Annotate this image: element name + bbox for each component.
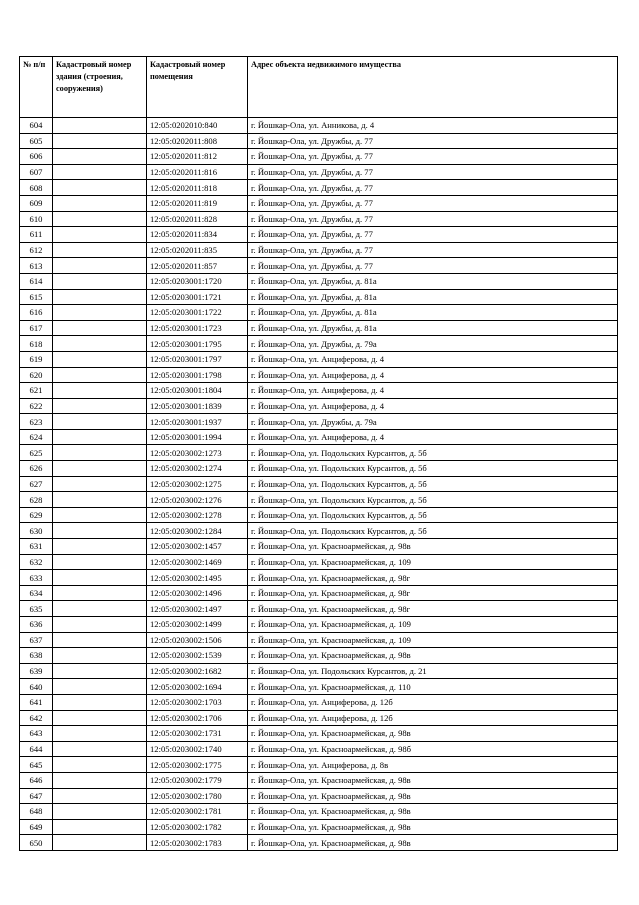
header-room-cadastral: Кадастровый номер помещения bbox=[147, 57, 248, 118]
cell-address: г. Йошкар-Ола, ул. Дружбы, д. 81а bbox=[248, 273, 618, 289]
cell-address: г. Йошкар-Ола, ул. Анциферова, д. 4 bbox=[248, 398, 618, 414]
table-row bbox=[20, 663, 618, 679]
cell-building-cadastral bbox=[53, 819, 147, 835]
cell-num: 639 bbox=[20, 663, 53, 679]
table-row bbox=[20, 648, 618, 664]
table-row bbox=[20, 367, 618, 383]
table-row bbox=[20, 835, 618, 851]
cell-num: 638 bbox=[20, 648, 53, 664]
cell-num: 616 bbox=[20, 305, 53, 321]
cell-building-cadastral bbox=[53, 429, 147, 445]
cell-num: 627 bbox=[20, 476, 53, 492]
cell-num: 633 bbox=[20, 570, 53, 586]
cell-building-cadastral bbox=[53, 164, 147, 180]
cell-address: г. Йошкар-Ола, ул. Подольских Курсантов, д. 5б bbox=[248, 445, 618, 461]
cell-building-cadastral bbox=[53, 648, 147, 664]
cell-address: г. Йошкар-Ола, ул. Красноармейская, д. 98г bbox=[248, 585, 618, 601]
cell-building-cadastral bbox=[53, 180, 147, 196]
cell-num: 641 bbox=[20, 694, 53, 710]
table-row bbox=[20, 679, 618, 695]
cell-num: 632 bbox=[20, 554, 53, 570]
cell-num: 608 bbox=[20, 180, 53, 196]
cell-num: 630 bbox=[20, 523, 53, 539]
cell-num: 611 bbox=[20, 227, 53, 243]
cell-building-cadastral bbox=[53, 258, 147, 274]
cell-num: 607 bbox=[20, 164, 53, 180]
cell-room-cadastral: 12:05:0203002:1495 bbox=[147, 570, 248, 586]
cell-building-cadastral bbox=[53, 726, 147, 742]
table-row bbox=[20, 726, 618, 742]
cell-room-cadastral: 12:05:0203002:1276 bbox=[147, 492, 248, 508]
cell-building-cadastral bbox=[53, 804, 147, 820]
table-header-row bbox=[20, 57, 618, 118]
cell-room-cadastral: 12:05:0202011:818 bbox=[147, 180, 248, 196]
cell-room-cadastral: 12:05:0203002:1506 bbox=[147, 632, 248, 648]
cell-building-cadastral bbox=[53, 539, 147, 555]
cell-room-cadastral: 12:05:0202011:808 bbox=[147, 133, 248, 149]
cell-building-cadastral bbox=[53, 601, 147, 617]
table-row bbox=[20, 320, 618, 336]
table-row bbox=[20, 180, 618, 196]
table-row bbox=[20, 242, 618, 258]
cell-building-cadastral bbox=[53, 336, 147, 352]
cell-building-cadastral bbox=[53, 679, 147, 695]
cell-building-cadastral bbox=[53, 118, 147, 134]
cell-num: 624 bbox=[20, 429, 53, 445]
cell-building-cadastral bbox=[53, 507, 147, 523]
cell-building-cadastral bbox=[53, 694, 147, 710]
table-row bbox=[20, 133, 618, 149]
table-row bbox=[20, 585, 618, 601]
cell-building-cadastral bbox=[53, 320, 147, 336]
cell-room-cadastral: 12:05:0203002:1731 bbox=[147, 726, 248, 742]
header-building-cadastral: Кадастровый номер здания (строения, сооружения) bbox=[53, 57, 147, 118]
table-row bbox=[20, 414, 618, 430]
header-address: Адрес объекта недвижимого имущества bbox=[248, 57, 618, 118]
cell-room-cadastral: 12:05:0203001:1723 bbox=[147, 320, 248, 336]
table-row bbox=[20, 383, 618, 399]
cell-num: 629 bbox=[20, 507, 53, 523]
cell-building-cadastral bbox=[53, 195, 147, 211]
cell-address: г. Йошкар-Ола, ул. Анциферова, д. 8в bbox=[248, 757, 618, 773]
cell-num: 643 bbox=[20, 726, 53, 742]
cell-room-cadastral: 12:05:0202011:857 bbox=[147, 258, 248, 274]
cell-room-cadastral: 12:05:0203002:1274 bbox=[147, 461, 248, 477]
cell-num: 618 bbox=[20, 336, 53, 352]
cell-num: 623 bbox=[20, 414, 53, 430]
table-row bbox=[20, 211, 618, 227]
cell-address: г. Йошкар-Ола, ул. Дружбы, д. 79а bbox=[248, 336, 618, 352]
cell-address: г. Йошкар-Ола, ул. Красноармейская, д. 98в bbox=[248, 819, 618, 835]
table-row bbox=[20, 772, 618, 788]
cell-building-cadastral bbox=[53, 757, 147, 773]
table-row bbox=[20, 289, 618, 305]
cell-address: г. Йошкар-Ола, ул. Дружбы, д. 77 bbox=[248, 195, 618, 211]
cell-address: г. Йошкар-Ола, ул. Подольских Курсантов, д. 5б bbox=[248, 492, 618, 508]
cell-address: г. Йошкар-Ола, ул. Красноармейская, д. 98в bbox=[248, 804, 618, 820]
cell-building-cadastral bbox=[53, 398, 147, 414]
cell-room-cadastral: 12:05:0203001:1937 bbox=[147, 414, 248, 430]
cell-room-cadastral: 12:05:0203002:1783 bbox=[147, 835, 248, 851]
cell-address: г. Йошкар-Ола, ул. Дружбы, д. 81а bbox=[248, 305, 618, 321]
cell-num: 634 bbox=[20, 585, 53, 601]
cell-building-cadastral bbox=[53, 741, 147, 757]
cell-room-cadastral: 12:05:0203002:1740 bbox=[147, 741, 248, 757]
cell-room-cadastral: 12:05:0203002:1278 bbox=[147, 507, 248, 523]
cell-building-cadastral bbox=[53, 492, 147, 508]
cell-address: г. Йошкар-Ола, ул. Дружбы, д. 79а bbox=[248, 414, 618, 430]
cell-building-cadastral bbox=[53, 617, 147, 633]
cell-building-cadastral bbox=[53, 289, 147, 305]
cell-building-cadastral bbox=[53, 133, 147, 149]
cell-address: г. Йошкар-Ола, ул. Красноармейская, д. 109 bbox=[248, 632, 618, 648]
table-row bbox=[20, 445, 618, 461]
cell-room-cadastral: 12:05:0203002:1539 bbox=[147, 648, 248, 664]
cell-address: г. Йошкар-Ола, ул. Красноармейская, д. 98г bbox=[248, 570, 618, 586]
cell-num: 647 bbox=[20, 788, 53, 804]
cell-num: 620 bbox=[20, 367, 53, 383]
cell-num: 614 bbox=[20, 273, 53, 289]
cell-room-cadastral: 12:05:0203002:1782 bbox=[147, 819, 248, 835]
cell-room-cadastral: 12:05:0203001:1797 bbox=[147, 351, 248, 367]
cell-num: 650 bbox=[20, 835, 53, 851]
cell-room-cadastral: 12:05:0203002:1706 bbox=[147, 710, 248, 726]
cell-address: г. Йошкар-Ола, ул. Анциферова, д. 4 bbox=[248, 351, 618, 367]
cell-num: 617 bbox=[20, 320, 53, 336]
cell-room-cadastral: 12:05:0203002:1469 bbox=[147, 554, 248, 570]
cell-address: г. Йошкар-Ола, ул. Анциферова, д. 4 bbox=[248, 383, 618, 399]
table-row bbox=[20, 788, 618, 804]
cell-num: 637 bbox=[20, 632, 53, 648]
cell-num: 640 bbox=[20, 679, 53, 695]
cell-room-cadastral: 12:05:0203002:1496 bbox=[147, 585, 248, 601]
cell-address: г. Йошкар-Ола, ул. Анциферова, д. 12б bbox=[248, 694, 618, 710]
cell-room-cadastral: 12:05:0203002:1275 bbox=[147, 476, 248, 492]
cell-address: г. Йошкар-Ола, ул. Подольских Курсантов, д. 5б bbox=[248, 476, 618, 492]
cell-room-cadastral: 12:05:0203002:1703 bbox=[147, 694, 248, 710]
table-row bbox=[20, 227, 618, 243]
cell-room-cadastral: 12:05:0203002:1497 bbox=[147, 601, 248, 617]
table-row bbox=[20, 601, 618, 617]
table-row bbox=[20, 118, 618, 134]
cell-room-cadastral: 12:05:0203002:1779 bbox=[147, 772, 248, 788]
cell-building-cadastral bbox=[53, 351, 147, 367]
cell-num: 625 bbox=[20, 445, 53, 461]
cell-building-cadastral bbox=[53, 227, 147, 243]
cell-num: 649 bbox=[20, 819, 53, 835]
cell-room-cadastral: 12:05:0203001:1795 bbox=[147, 336, 248, 352]
table-row bbox=[20, 461, 618, 477]
cell-num: 644 bbox=[20, 741, 53, 757]
table-row bbox=[20, 804, 618, 820]
cell-room-cadastral: 12:05:0203002:1694 bbox=[147, 679, 248, 695]
cell-building-cadastral bbox=[53, 445, 147, 461]
cell-room-cadastral: 12:05:0203001:1721 bbox=[147, 289, 248, 305]
cell-num: 646 bbox=[20, 772, 53, 788]
cell-address: г. Йошкар-Ола, ул. Красноармейская, д. 110 bbox=[248, 679, 618, 695]
cell-num: 648 bbox=[20, 804, 53, 820]
cell-room-cadastral: 12:05:0203001:1720 bbox=[147, 273, 248, 289]
cell-building-cadastral bbox=[53, 242, 147, 258]
table-row bbox=[20, 710, 618, 726]
table-row bbox=[20, 305, 618, 321]
cell-address: г. Йошкар-Ола, ул. Дружбы, д. 77 bbox=[248, 242, 618, 258]
cell-room-cadastral: 12:05:0203001:1722 bbox=[147, 305, 248, 321]
cell-building-cadastral bbox=[53, 367, 147, 383]
cell-num: 635 bbox=[20, 601, 53, 617]
cell-building-cadastral bbox=[53, 554, 147, 570]
cell-room-cadastral: 12:05:0203002:1781 bbox=[147, 804, 248, 820]
cell-address: г. Йошкар-Ола, ул. Анциферова, д. 4 bbox=[248, 367, 618, 383]
cell-num: 613 bbox=[20, 258, 53, 274]
cell-address: г. Йошкар-Ола, ул. Подольских Курсантов, д. 5б bbox=[248, 523, 618, 539]
table-row bbox=[20, 523, 618, 539]
cell-num: 621 bbox=[20, 383, 53, 399]
cell-building-cadastral bbox=[53, 211, 147, 227]
cell-address: г. Йошкар-Ола, ул. Дружбы, д. 81а bbox=[248, 289, 618, 305]
cell-room-cadastral: 12:05:0203002:1780 bbox=[147, 788, 248, 804]
table-row bbox=[20, 507, 618, 523]
table-row bbox=[20, 149, 618, 165]
cell-room-cadastral: 12:05:0202010:840 bbox=[147, 118, 248, 134]
cell-address: г. Йошкар-Ола, ул. Дружбы, д. 77 bbox=[248, 258, 618, 274]
cell-building-cadastral bbox=[53, 149, 147, 165]
cell-num: 622 bbox=[20, 398, 53, 414]
cell-room-cadastral: 12:05:0203001:1798 bbox=[147, 367, 248, 383]
cell-building-cadastral bbox=[53, 461, 147, 477]
cell-address: г. Йошкар-Ола, ул. Красноармейская, д. 98в bbox=[248, 648, 618, 664]
cell-address: г. Йошкар-Ола, ул. Подольских Курсантов, д. 5б bbox=[248, 461, 618, 477]
cell-address: г. Йошкар-Ола, ул. Красноармейская, д. 98в bbox=[248, 539, 618, 555]
cell-room-cadastral: 12:05:0203001:1804 bbox=[147, 383, 248, 399]
table-row bbox=[20, 351, 618, 367]
cell-room-cadastral: 12:05:0203002:1499 bbox=[147, 617, 248, 633]
cell-building-cadastral bbox=[53, 710, 147, 726]
cell-room-cadastral: 12:05:0202011:812 bbox=[147, 149, 248, 165]
cell-address: г. Йошкар-Ола, ул. Дружбы, д. 77 bbox=[248, 227, 618, 243]
table-row bbox=[20, 539, 618, 555]
cell-room-cadastral: 12:05:0203001:1994 bbox=[147, 429, 248, 445]
cell-address: г. Йошкар-Ола, ул. Дружбы, д. 81а bbox=[248, 320, 618, 336]
cell-address: г. Йошкар-Ола, ул. Анникова, д. 4 bbox=[248, 118, 618, 134]
cell-building-cadastral bbox=[53, 788, 147, 804]
cell-address: г. Йошкар-Ола, ул. Красноармейская, д. 98в bbox=[248, 835, 618, 851]
table-row bbox=[20, 554, 618, 570]
cell-address: г. Йошкар-Ола, ул. Красноармейская, д. 98в bbox=[248, 726, 618, 742]
cell-building-cadastral bbox=[53, 476, 147, 492]
table-row bbox=[20, 492, 618, 508]
table-row bbox=[20, 429, 618, 445]
cell-address: г. Йошкар-Ола, ул. Красноармейская, д. 98в bbox=[248, 772, 618, 788]
table-row bbox=[20, 273, 618, 289]
cell-num: 606 bbox=[20, 149, 53, 165]
table-row bbox=[20, 819, 618, 835]
table-row bbox=[20, 164, 618, 180]
cell-building-cadastral bbox=[53, 663, 147, 679]
cell-num: 626 bbox=[20, 461, 53, 477]
cell-room-cadastral: 12:05:0202011:834 bbox=[147, 227, 248, 243]
table-row bbox=[20, 570, 618, 586]
cell-room-cadastral: 12:05:0202011:816 bbox=[147, 164, 248, 180]
table-row bbox=[20, 195, 618, 211]
cell-num: 615 bbox=[20, 289, 53, 305]
cell-num: 628 bbox=[20, 492, 53, 508]
cell-address: г. Йошкар-Ола, ул. Анциферова, д. 4 bbox=[248, 429, 618, 445]
table-body bbox=[20, 118, 618, 851]
cell-num: 612 bbox=[20, 242, 53, 258]
cell-building-cadastral bbox=[53, 414, 147, 430]
cell-building-cadastral bbox=[53, 835, 147, 851]
cell-building-cadastral bbox=[53, 383, 147, 399]
cell-building-cadastral bbox=[53, 585, 147, 601]
cell-address: г. Йошкар-Ола, ул. Дружбы, д. 77 bbox=[248, 164, 618, 180]
cell-num: 631 bbox=[20, 539, 53, 555]
cell-num: 642 bbox=[20, 710, 53, 726]
cell-room-cadastral: 12:05:0202011:835 bbox=[147, 242, 248, 258]
table-row bbox=[20, 336, 618, 352]
cell-num: 609 bbox=[20, 195, 53, 211]
table-row bbox=[20, 617, 618, 633]
cell-room-cadastral: 12:05:0203002:1682 bbox=[147, 663, 248, 679]
table-row bbox=[20, 741, 618, 757]
cell-address: г. Йошкар-Ола, ул. Красноармейская, д. 109 bbox=[248, 617, 618, 633]
cell-room-cadastral: 12:05:0203002:1775 bbox=[147, 757, 248, 773]
cell-address: г. Йошкар-Ола, ул. Красноармейская, д. 98в bbox=[248, 788, 618, 804]
cell-num: 645 bbox=[20, 757, 53, 773]
cell-address: г. Йошкар-Ола, ул. Дружбы, д. 77 bbox=[248, 211, 618, 227]
cell-room-cadastral: 12:05:0203002:1273 bbox=[147, 445, 248, 461]
cell-address: г. Йошкар-Ола, ул. Дружбы, д. 77 bbox=[248, 133, 618, 149]
table-row bbox=[20, 757, 618, 773]
cell-num: 604 bbox=[20, 118, 53, 134]
cell-num: 636 bbox=[20, 617, 53, 633]
cell-address: г. Йошкар-Ола, ул. Анциферова, д. 12б bbox=[248, 710, 618, 726]
cell-address: г. Йошкар-Ола, ул. Подольских Курсантов, д. 21 bbox=[248, 663, 618, 679]
cell-room-cadastral: 12:05:0203002:1457 bbox=[147, 539, 248, 555]
cell-building-cadastral bbox=[53, 523, 147, 539]
cell-address: г. Йошкар-Ола, ул. Дружбы, д. 77 bbox=[248, 180, 618, 196]
table-row bbox=[20, 258, 618, 274]
cell-address: г. Йошкар-Ола, ул. Красноармейская, д. 109 bbox=[248, 554, 618, 570]
cell-num: 619 bbox=[20, 351, 53, 367]
cell-room-cadastral: 12:05:0202011:828 bbox=[147, 211, 248, 227]
cell-address: г. Йошкар-Ола, ул. Подольских Курсантов, д. 5б bbox=[248, 507, 618, 523]
header-num: № п/п bbox=[20, 57, 53, 118]
document-page bbox=[19, 56, 618, 851]
cell-building-cadastral bbox=[53, 772, 147, 788]
cell-building-cadastral bbox=[53, 632, 147, 648]
cell-room-cadastral: 12:05:0203001:1839 bbox=[147, 398, 248, 414]
table-row bbox=[20, 476, 618, 492]
cell-num: 605 bbox=[20, 133, 53, 149]
cell-address: г. Йошкар-Ола, ул. Красноармейская, д. 98г bbox=[248, 601, 618, 617]
table-row bbox=[20, 632, 618, 648]
cell-room-cadastral: 12:05:0203002:1284 bbox=[147, 523, 248, 539]
cell-address: г. Йошкар-Ола, ул. Красноармейская, д. 98б bbox=[248, 741, 618, 757]
cell-room-cadastral: 12:05:0202011:819 bbox=[147, 195, 248, 211]
cell-building-cadastral bbox=[53, 305, 147, 321]
cell-building-cadastral bbox=[53, 570, 147, 586]
property-table bbox=[19, 56, 618, 851]
cell-address: г. Йошкар-Ола, ул. Дружбы, д. 77 bbox=[248, 149, 618, 165]
table-row bbox=[20, 398, 618, 414]
table-row bbox=[20, 694, 618, 710]
cell-building-cadastral bbox=[53, 273, 147, 289]
cell-num: 610 bbox=[20, 211, 53, 227]
